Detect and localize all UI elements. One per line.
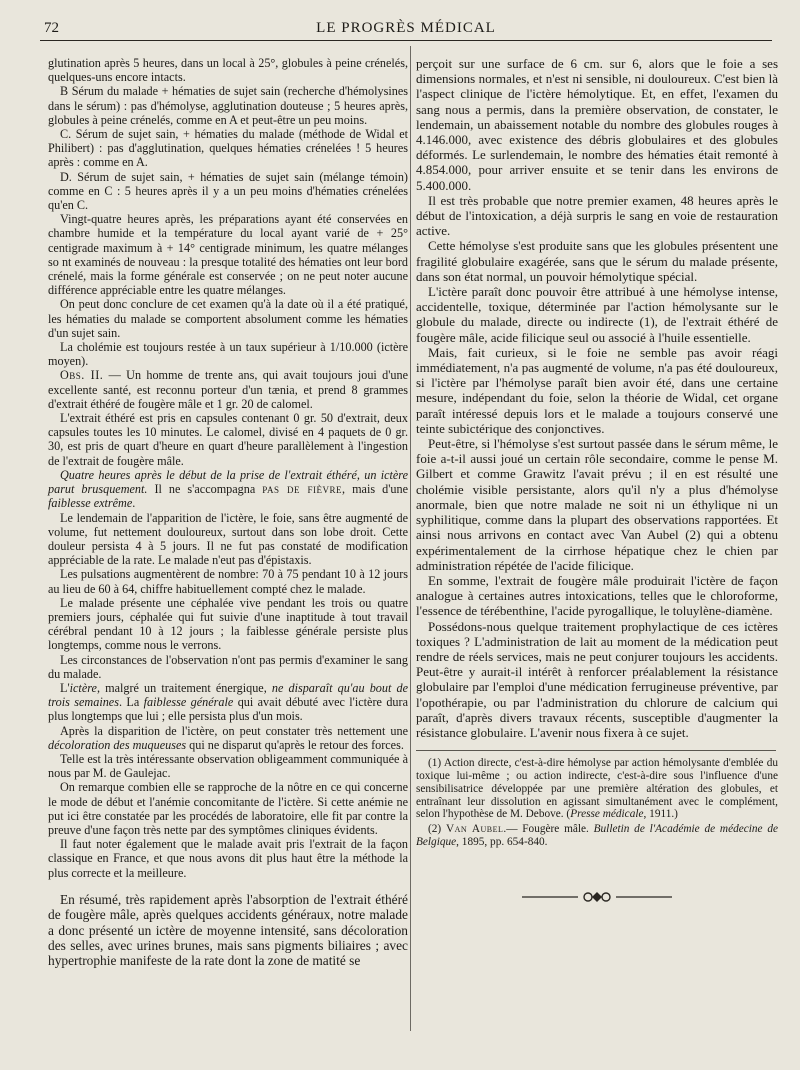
paragraph: D. Sérum de sujet sain, + hématies de sujet sain (mélange témoin) comme en C : 5 heures après il y a un peu moins d'hématies crénelées qu'en C. <box>48 169 408 213</box>
paragraph <box>48 681 408 724</box>
paragraph: L'extrait éthéré est pris en capsules contenant 0 gr. 50 d'extrait, deux capsules toutes les 10 minutes. Le calomel, divisé en 4 paquets de 0 gr. 30, est pris de quart d'heure en quart d'heure parallèlement à l'ingestion de l'extrait de fougère mâle. <box>48 411 408 468</box>
paragraph: Les circonstances de l'observation n'ont pas permis d'examiner le sang du malade. <box>48 652 408 681</box>
footnote-2 <box>416 823 778 849</box>
smallcaps-phrase: Van Aubel <box>445 823 504 836</box>
text-run: .— Fougère mâle. <box>503 823 594 836</box>
observation-text: — Un homme de trente ans, qui avait toujours joui d'une excellente santé, est reconnu porteur d'un tænia, et prend 8 grammes d'extrait éthéré de fougère mâle et 1 gr. 20 de calomel. <box>48 368 408 411</box>
italic-phrase: faiblesse extrême <box>48 496 133 511</box>
text-run: Il ne s'accompagna <box>147 482 263 497</box>
page-number: 72 <box>44 20 59 36</box>
paragraph: Cette hémolyse s'est produite sans que les globules présentent une fragilité globulaire exagérée, sans que le sérum du malade présente, dans son état normal, un pouvoir hémolytique spécial. <box>416 238 778 284</box>
ornament-icon <box>522 889 672 905</box>
paragraph: B Sérum du malade + hématies de sujet sain (recherche d'hémolysines dans le sérum) : pas d'hémolyse, agglutination douteuse ; 5 heures après, globules à peine crénelés, comme en A et peut-être un peu moins. <box>48 84 408 127</box>
smallcaps-phrase: pas de fièvre <box>262 482 343 497</box>
right-column <box>416 56 778 908</box>
italic-phrase: Presse médicale <box>570 808 644 821</box>
italic-phrase: Quatre heures après le début de la prise de l'extrait éthéré, un ictère parut brusquement. <box>48 467 408 497</box>
italic-phrase: Bulletin de l'Académie de médecine de Belgique <box>416 823 778 848</box>
paragraph: On peut donc conclure de cet examen qu'à la date où il a été pratiqué, les hématies du malade se comportent absolument comme les hématies d'un sujet sain. <box>48 297 408 340</box>
paragraph: L'ictère paraît donc pouvoir être attribué à une hémolyse intense, accidentelle, toxique, déterminée par l'action hémolysante sur le globule du malade, directe ou indirecte (1), de l'extrait éthéré de fougère mâle, acide filicique seul ou associé à l'huile essentielle. <box>416 284 778 345</box>
text-run: , 1895, pp. 654-840. <box>456 835 548 848</box>
footnote-1 <box>416 757 778 821</box>
paragraph: C. Sérum de sujet sain, + hématies du malade (méthode de Widal et Philibert) : pas d'agglutination, quelques hématies crénelées ! 5 heures après : comme en A. <box>48 127 408 170</box>
paragraph: Il faut noter également que le malade avait pris l'extrait de la façon classique en France, et que nous avons dit plus haut être la méthode la plus correcte et la meilleure. <box>48 837 408 880</box>
running-title: LE PROGRÈS MÉDICAL <box>316 20 496 36</box>
paragraph: perçoit sur une surface de 6 cm. sur 6, alors que le foie a ses dimensions normales, et n'est ni sensible, ni douloureux. C'est bien là l'aspect clinique de l'ictère hémolytique. Et, en effet, l'examen du sang nous a permis, dans la première observation, de constater, le lendemain, un abaissement notable du nombre des globules rouges à 4.146.000, avec existence des débris globulaires et des globules déformés. Le surlendemain, le nombre des hématies était remonté à 4.854.000, pour arriver ensuite et se tenir dans les environs de 5.400.000. <box>416 56 778 193</box>
paragraph: La cholémie est toujours restée à un taux supérieur à 1/10.000 (ictère moyen). <box>48 340 408 369</box>
paragraph: Possédons-nous quelque traitement prophylactique de ces ictères toxiques ? L'administration de lait au moment de la médication peut rendre de réels services, mais ne peut conjurer toujours les accidents. Peut-être y aurait-il intérêt à renforcer préalablement la résistance globulaire par l'emploi d'une médication ferrugineuse préventive, par l'opothérapie, ou par l'administration du chlorure de calcium qui paraît, d'après divers travaux récents, susceptible d'augmenter la résistance globulaire. L'avenir nous fixera à ce sujet. <box>416 618 778 740</box>
italic-phrase: ne disparaît qu'au bout de trois semaines <box>48 680 408 710</box>
end-ornament <box>416 889 778 908</box>
text-run: . <box>132 496 136 511</box>
text-run: , 1911.) <box>643 808 678 821</box>
column-divider <box>410 46 411 1031</box>
text-run: (2) <box>428 823 446 836</box>
left-column <box>48 56 408 969</box>
paragraph: Les pulsations augmentèrent de nombre: 70 à 75 pendant 10 à 12 jours au lieu de 60 à 64, chiffre habituellement compté chez le malade. <box>48 567 408 596</box>
paragraph: Vingt-quatre heures après, les préparations ayant été conservées en chambre humide et la température du local ayant varié de + 25° centigrade maximum à + 14° centigrade minimum, les quatre mélanges so nt examinés de nouveau : la presque totalité des hématies ont leur bord crénelé, mais la forme générale est conservée ; on ne peut noter aucune différence appréciable entre les quatre mélanges. <box>48 212 408 298</box>
text-run: . La <box>118 695 144 710</box>
italic-phrase: ictère <box>69 680 97 695</box>
text-run: , malgré un traitement énergique, <box>96 680 272 695</box>
paragraph: Telle est la très intéressante observation obligeamment communiquée à nous par M. de Gaulejac. <box>48 751 408 781</box>
italic-phrase: décoloration des muqueuses <box>48 737 187 752</box>
page-header <box>40 18 772 41</box>
paragraph: Le lendemain de l'apparition de l'ictère, le foie, sans être augmenté de volume, fut nettement douloureux, surtout dans son lobe droit. Cette douleur persista 4 à 5 jours. Il ne fut pas constaté de modification appréciable de la rate. Le malade n'eut pas d'épistaxis. <box>48 510 408 568</box>
text-run: qui ne disparut qu'après le retour des forces. <box>186 737 404 752</box>
italic-phrase: faiblesse générale <box>143 695 234 710</box>
observation-label: Obs. II. <box>60 368 104 383</box>
text-run: , mais d'une <box>342 482 408 497</box>
text-run: L' <box>60 680 70 695</box>
paragraph: Mais, fait curieux, si le foie ne semble pas avoir réagi immédiatement, n'a pas augmenté de volume, n'a pas été douloureux, si l'ictère par l'hémolyse paraît bien avoir été, dans une certaine mesure, indépendant du foie, selon la théorie de Widal, cet organe paraît intéressé depuis lors et le malade a toujours conservé une teinte subictérique des conjonctives. <box>416 344 778 436</box>
paragraph: Il est très probable que notre premier examen, 48 heures après le début de l'intoxication, a déjà surpris le sang en voie de restauration active. <box>416 192 778 239</box>
text-run: qui avait débuté avec l'ictère dura plus longtemps que lui ; elle persista plus d'un mois. <box>48 695 408 724</box>
paragraph: glutination après 5 heures, dans un local à 25°, globules à peine crénelés, quelques-uns encore intacts. <box>48 56 408 85</box>
paragraph: En somme, l'extrait de fougère mâle produirait l'ictère de façon analogue à certaines autres intoxications, telles que le chloroforme, l'essence de térébenthine, l'acide pyrogallique, le toluylène-diamène. <box>416 572 778 619</box>
paragraph <box>48 468 408 511</box>
observation-paragraph <box>48 368 408 411</box>
paragraph: Peut-être, si l'hémolyse s'est surtout passée dans le sérum même, le foie a-t-il aussi joué un certain rôle secondaire, comme le pense M. Gilbert et comme Grawitz l'avait prévu ; il en est résulté une cholémie visible persistante, alors qu'il n'y a plus d'hémolyse anormale, bien que notre malade ne soit ni un éthylique ni un syphilitique, comme dans la plupart des observations rapportées. Et ainsi nous arrivons en contact avec Van Aubel (2) qui a obtenu expérimentalement de la cirrhose hépatique chez le chien par administration répétée de l'acide filicique. <box>416 436 778 573</box>
paragraph: On remarque combien elle se rapproche de la nôtre en ce qui concerne le mode de début et l'anémie concomitante de l'ictère. Si cette anémie ne put ici être constatée par les procédés de laboratoire, elle fit par contre la preuve d'une façon très nette par des symptômes cliniques évidents. <box>48 780 408 837</box>
footnote-rule <box>416 750 776 751</box>
paragraph: Le malade présente une céphalée vive pendant les trois ou quatre premiers jours, céphalée qui fut suivie d'une inaptitude à tout travail cérébral pendant 10 à 12 jours ; la faiblesse générale persiste plus longtemps, comme nous le verrons. <box>48 595 408 653</box>
text-run: Après la disparition de l'ictère, on peut constater très nettement une <box>60 723 408 738</box>
text-run: (1) Action directe, c'est-à-dire hémolyse par action hémolysante d'emblée du toxique lui-même ; ou action indirecte, c'est-à-dire sous l'influence d'une sensibilisatrice développée par une première altération des globules, et entraînant leur dissolution en agissant simultanément avec le complément, selon l'hypothèse de M. Debove. ( <box>416 757 778 821</box>
paragraph <box>48 724 408 752</box>
summary-paragraph: En résumé, très rapidement après l'absorption de l'extrait éthéré de fougère mâle, après quelques accidents généraux, notre malade a donc présenté un ictère de moyenne intensité, sans décoloration des selles, avec urines brunes, mais sans pigments biliaires ; avec hypertrophie manifeste de la rate dont la zone de matité se <box>48 891 408 969</box>
